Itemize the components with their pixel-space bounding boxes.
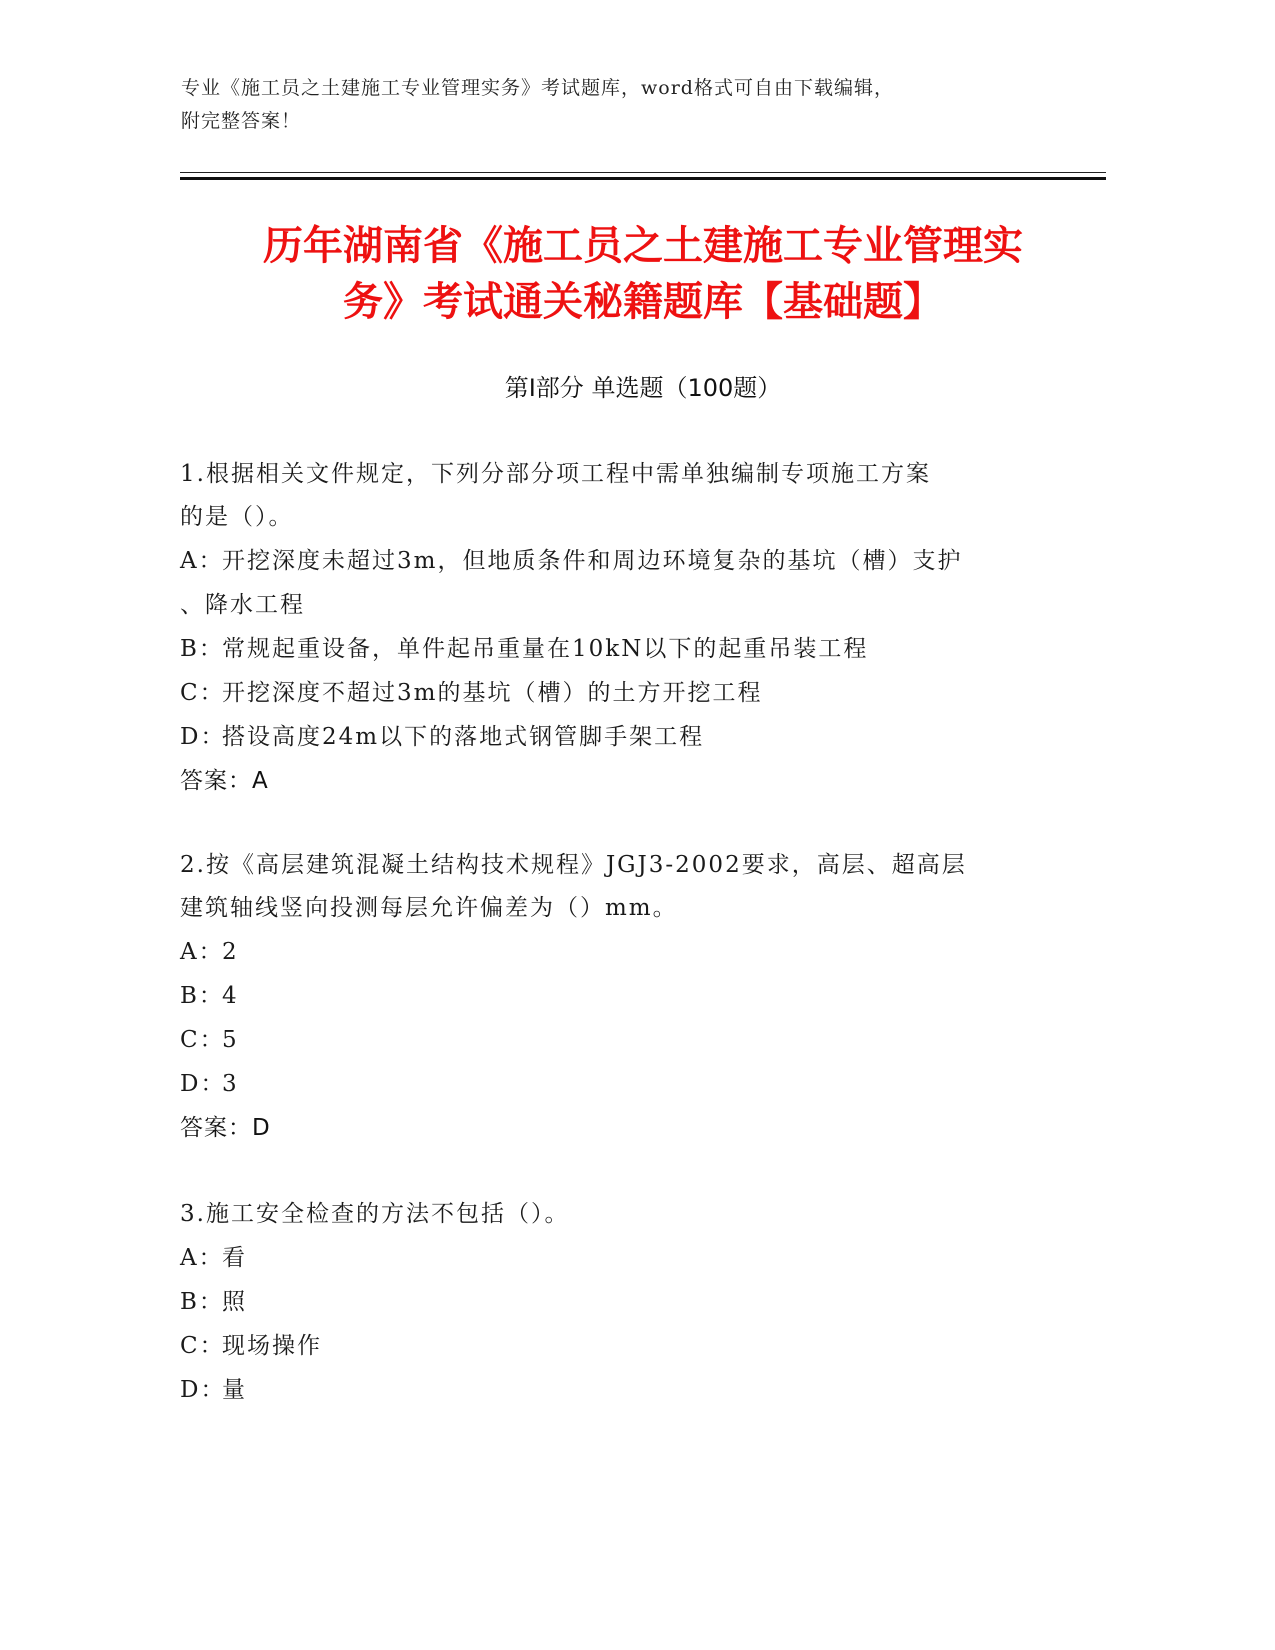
question-1-option-a-continued: 、降水工程	[180, 592, 305, 618]
question-1-stem-line-1: 1.根据相关文件规定，下列分部分项工程中需单独编制专项施工方案	[180, 461, 931, 487]
option-text: 搭设高度24m以下的落地式钢管脚手架工程	[222, 724, 705, 750]
question-3-option-b	[180, 1280, 1040, 1324]
option-text: 开挖深度不超过3m的基坑（槽）的土方开挖工程	[222, 680, 763, 706]
section-heading: 第Ⅰ部分 单选题（100题）	[504, 374, 782, 402]
option-key: D：	[180, 1377, 226, 1403]
option-text: 常规起重设备，单件起吊重量在10kN以下的起重吊装工程	[222, 636, 869, 662]
header-divider-thin	[180, 172, 1106, 173]
option-text: 5	[222, 1027, 239, 1053]
option-key: A：	[180, 548, 224, 574]
question-2-option-c	[180, 1018, 1040, 1062]
option-text: 量	[222, 1377, 247, 1403]
question-2-option-a	[180, 930, 1040, 974]
option-key: C：	[180, 1027, 225, 1053]
question-1-option-a	[180, 539, 1040, 583]
question-3	[180, 1193, 1040, 1412]
option-text: 3	[222, 1071, 239, 1097]
question-1-option-b	[180, 627, 1040, 671]
option-key: B：	[180, 983, 224, 1009]
option-key: A：	[180, 939, 224, 965]
question-2-option-d	[180, 1062, 1040, 1106]
option-text: 看	[222, 1245, 247, 1271]
document-title-line-1: 历年湖南省《施工员之土建施工专业管理实	[263, 223, 1023, 269]
question-3-option-c	[180, 1324, 1040, 1368]
question-1-answer: 答案：A	[180, 768, 269, 794]
header-note	[181, 72, 1081, 138]
option-key: A：	[180, 1245, 224, 1271]
question-1-option-c	[180, 671, 1040, 715]
option-key: C：	[180, 1333, 225, 1359]
option-text: 现场操作	[222, 1333, 322, 1359]
option-key: B：	[180, 1289, 224, 1315]
option-key: D：	[180, 724, 226, 750]
question-1-stem-line-2: 的是（）。	[180, 504, 294, 530]
question-3-option-d	[180, 1368, 1040, 1412]
option-text: 4	[222, 983, 239, 1009]
option-text: 2	[222, 939, 239, 965]
question-2-answer: 答案：D	[180, 1115, 271, 1141]
header-note-line-2: 附完整答案！	[181, 110, 302, 132]
header-note-line-1: 专业《施工员之土建施工专业管理实务》考试题库，word格式可自由下载编辑，	[181, 77, 894, 99]
question-2	[180, 844, 1040, 1150]
question-3-stem-line-1: 3.施工安全检查的方法不包括（）。	[180, 1201, 570, 1227]
question-2-option-b	[180, 974, 1040, 1018]
document-title	[180, 218, 1106, 330]
question-3-option-a	[180, 1236, 1040, 1280]
question-1	[180, 453, 1040, 803]
question-1-option-d	[180, 715, 1040, 759]
header-divider-thick	[180, 177, 1106, 180]
question-2-stem-line-2: 建筑轴线竖向投测每层允许偏差为（）mm。	[180, 895, 678, 921]
option-key: C：	[180, 680, 225, 706]
question-2-stem-line-1: 2.按《高层建筑混凝土结构技术规程》JGJ3-2002要求，高层、超高层	[180, 852, 967, 878]
option-text: 开挖深度未超过3m，但地质条件和周边环境复杂的基坑（槽）支护	[222, 548, 963, 574]
option-key: B：	[180, 636, 224, 662]
option-text: 照	[222, 1289, 247, 1315]
option-key: D：	[180, 1071, 226, 1097]
document-title-line-2: 务》考试通关秘籍题库【基础题】	[343, 279, 943, 325]
